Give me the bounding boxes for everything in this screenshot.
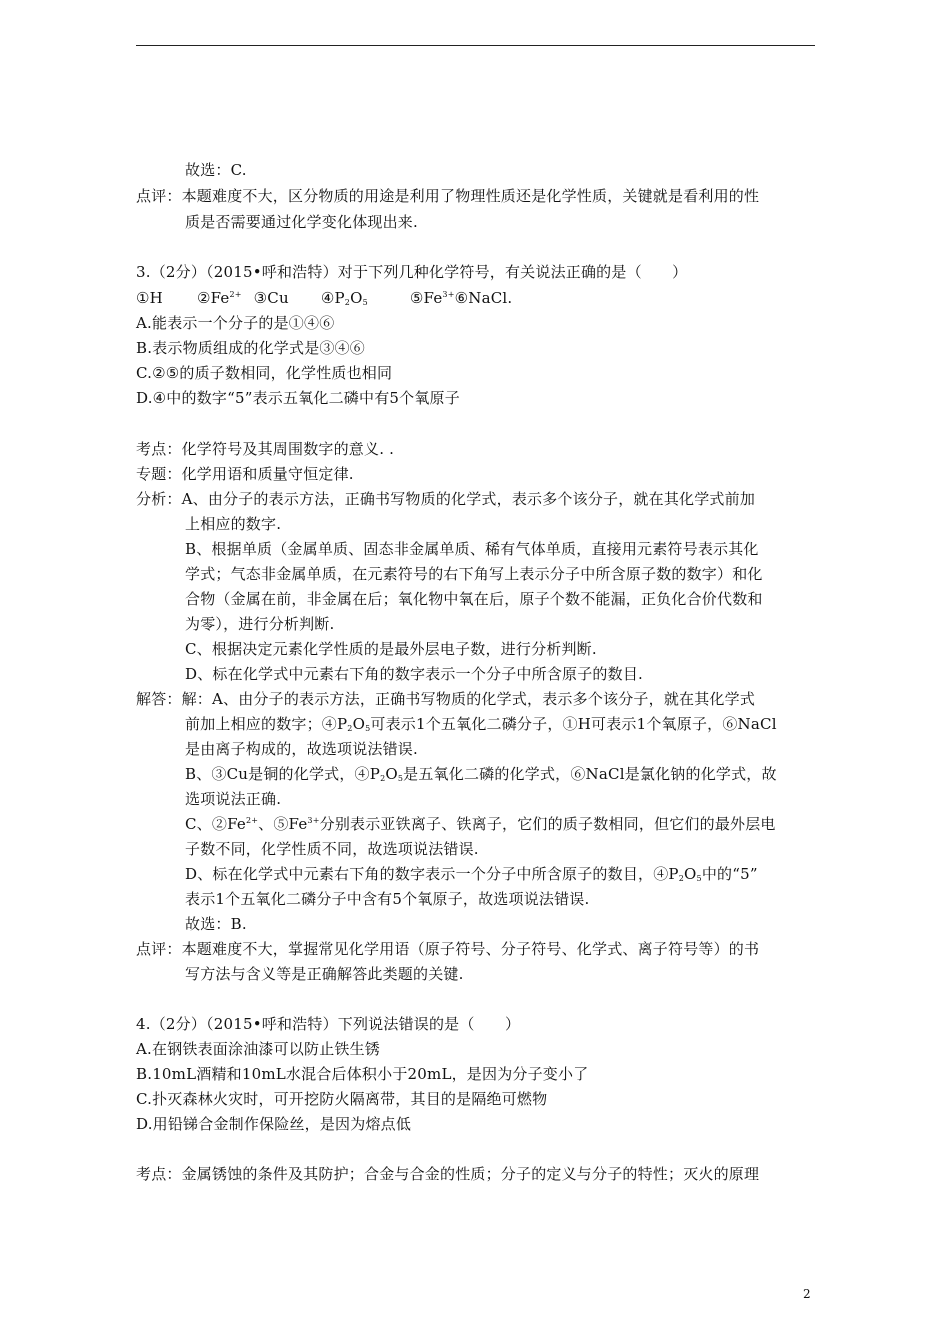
analysis-line-4: 学式；气态非金属单质，在元素符号的右下角写上表示分子中所含原子数的数字）和化 <box>185 565 763 583</box>
solution-line-5: 选项说法正确. <box>185 790 282 808</box>
solution-line-6: C、$②Fe^{2+}$、$⑤Fe^{3+}$分别表示亚铁离子、铁离子，它们的质子数相同，但它们的最外层电 <box>185 815 776 833</box>
solution-answer: 故选：B. <box>185 915 247 933</box>
header-rule <box>136 45 815 46</box>
symbol-5-6: $⑤Fe^{3+}⑥NaCl$. <box>409 289 513 307</box>
solution-line-2: 前加上相应的数字；$④P_2O_5$可表示1个五氧化二磷分子，①H可表示1个氧原子，⑥NaCl <box>185 715 777 733</box>
question-4-option-d: D.用铅锑合金制作保险丝，是因为熔点低 <box>136 1115 412 1133</box>
analysis-line-3: B、根据单质（金属单质、固态非金属单质、稀有气体单质，直接用元素符号表示其化 <box>185 540 759 558</box>
analysis-line-6: 为零），进行分析判断. <box>185 615 335 633</box>
symbol-4: $④P_2O_5$ <box>320 289 368 307</box>
question-3-option-a: A.能表示一个分子的是①④⑥ <box>136 314 335 332</box>
analysis-line-7: C、根据决定元素化学性质的是最外层电子数，进行分析判断. <box>185 640 597 658</box>
analysis-line-2: 上相应的数字. <box>185 515 282 533</box>
analysis-line-1: 分析：A、由分子的表示方法，正确书写物质的化学式，表示多个该分子，就在其化学式前加 <box>136 490 756 508</box>
comment-line-2: 写方法与含义等是正确解答此类题的关键. <box>185 965 464 983</box>
solution-line-4: B、③Cu是铜的化学式，$④P_2O_5$是五氧化二磷的化学式，⑥NaCl是氯化钠的化学式，故 <box>185 765 777 783</box>
question-4-option-c: C.扑灭森林火灾时，可开挖防火隔离带，其目的是隔绝可燃物 <box>136 1090 548 1108</box>
question-4-kaodian: 考点：金属锈蚀的条件及其防护；合金与合金的性质；分子的定义与分子的特性；灭火的原理 <box>136 1165 760 1183</box>
question-4-option-b: B.10mL酒精和10mL水混合后体积小于20mL，是因为分子变小了 <box>136 1065 589 1083</box>
page-number: 2 <box>803 1287 811 1301</box>
question-3-zhuanti: 专题：化学用语和质量守恒定律. <box>136 465 354 483</box>
question-3-stem: 3.（2分）（2015•呼和浩特）对于下列几种化学符号，有关说法正确的是（ ） <box>136 263 688 281</box>
question-3-option-c: C.②⑤的质子数相同，化学性质也相同 <box>136 364 393 382</box>
analysis-line-5: 合物（金属在前，非金属在后；氧化物中氧在后，原子个数不能漏，正负化合价代数和 <box>185 590 763 608</box>
comment-line-1: 点评：本题难度不大，掌握常见化学用语（原子符号、分子符号、化学式、离子符号等）的书 <box>136 940 760 958</box>
solution-line-1: 解答：解：A、由分子的表示方法，正确书写物质的化学式，表示多个该分子，就在其化学式 <box>136 690 756 708</box>
previous-comment-line-2: 质是否需要通过化学变化体现出来. <box>185 213 418 231</box>
symbol-2: $②Fe^{2+}$ <box>196 289 242 307</box>
question-3-symbols <box>136 288 816 308</box>
question-3-option-b: B.表示物质组成的化学式是③④⑥ <box>136 339 365 357</box>
solution-line-3: 是由离子构成的，故选项说法错误. <box>185 740 418 758</box>
analysis-line-8: D、标在化学式中元素右下角的数字表示一个分子中所含原子的数目. <box>185 665 643 683</box>
solution-line-9: 表示1个五氧化二磷分子中含有5个氧原子，故选项说法错误. <box>185 890 590 908</box>
symbol-1: ①H <box>136 289 163 307</box>
question-4-stem: 4.（2分）（2015•呼和浩特）下列说法错误的是（ ） <box>136 1015 521 1033</box>
question-3-option-d: D.④中的数字“5”表示五氧化二磷中有5个氧原子 <box>136 389 460 407</box>
solution-line-7: 子数不同，化学性质不同，故选项说法错误. <box>185 840 479 858</box>
previous-comment-line-1: 点评：本题难度不大，区分物质的用途是利用了物理性质还是化学性质，关键就是看利用的性 <box>136 187 760 205</box>
question-3-kaodian: 考点：化学符号及其周围数字的意义. . <box>136 440 395 458</box>
solution-line-8: D、标在化学式中元素右下角的数字表示一个分子中所含原子的数目，$④P_2O_5$中的“5” <box>185 865 758 883</box>
previous-answer: 故选：C. <box>185 161 247 179</box>
symbol-3: ③Cu <box>253 289 289 307</box>
question-4-option-a: A.在钢铁表面涂油漆可以防止铁生锈 <box>136 1040 381 1058</box>
